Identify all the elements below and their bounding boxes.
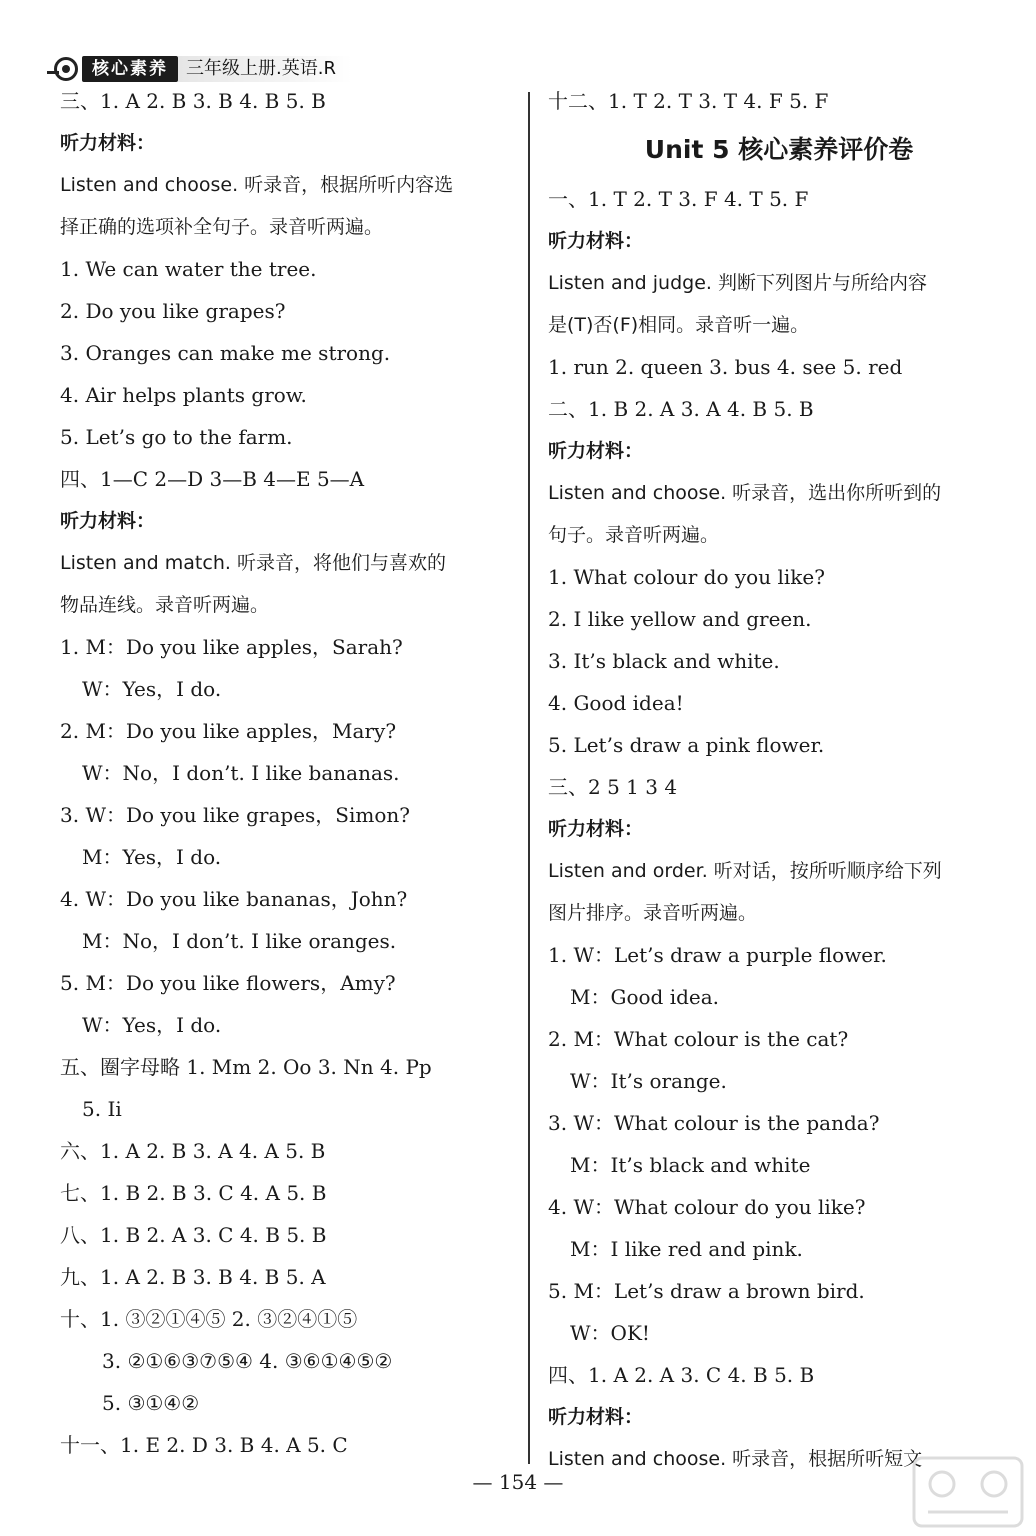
text-line: 4. W：Do you like bananas，John? <box>60 887 408 911</box>
text-line: 1. We can water the tree. <box>60 257 317 281</box>
text-line: 3. W：Do you like grapes，Simon? <box>60 803 411 827</box>
text-line: 4. W：What colour do you like? <box>548 1195 866 1219</box>
text-line: 十、1. ③②①④⑤ 2. ③②④①⑤ <box>60 1307 358 1331</box>
text-line: Listen and judge. 判断下列图片与所给内容 <box>548 272 927 294</box>
text-line: 听力材料： <box>548 1406 644 1428</box>
text-line: 5. ③①④② <box>102 1391 200 1415</box>
text-line: 1. What colour do you like? <box>548 565 825 589</box>
text-line: 4. Good idea! <box>548 691 684 715</box>
text-line: 3. It’s black and white. <box>548 649 780 673</box>
left-column <box>60 80 522 1466</box>
text-line: 1. run 2. queen 3. bus 4. see 5. red <box>548 355 903 379</box>
right-lines <box>548 178 1010 1480</box>
text-line: 听力材料： <box>60 510 156 532</box>
text-line: 2. I like yellow and green. <box>548 607 812 631</box>
text-line: 五、圈字母略 1. Mm 2. Oo 3. Nn 4. Pp <box>60 1055 432 1079</box>
text-line: 图片排序。录音听两遍。 <box>548 902 758 924</box>
text-line: Listen and choose. 听录音，根据所听短文 <box>548 1448 923 1470</box>
text-line: 2. M：Do you like apples，Mary? <box>60 719 397 743</box>
text-line: 物品连线。录音听两遍。 <box>60 594 270 616</box>
text-line: 听力材料： <box>548 230 644 252</box>
answer-line: 十二、1. T 2. T 3. T 4. F 5. F <box>548 89 829 113</box>
text-line: M：I like red and pink. <box>570 1237 803 1261</box>
text-line: 5. Let’s go to the farm. <box>60 425 293 449</box>
text-line: 5. M：Do you like flowers，Amy? <box>60 971 396 995</box>
text-line: 二、1. B 2. A 3. A 4. B 5. B <box>548 397 814 421</box>
text-line: W：Yes，I do. <box>82 1013 222 1037</box>
text-line: 是(T)否(F)相同。录音听一遍。 <box>548 314 810 336</box>
text-line: 2. Do you like grapes? <box>60 299 286 323</box>
text-line: W：No，I don’t. I like bananas. <box>82 761 400 785</box>
text-line: 十一、1. E 2. D 3. B 4. A 5. C <box>60 1433 348 1457</box>
text-line: 5. Let’s draw a pink flower. <box>548 733 825 757</box>
text-line: 一、1. T 2. T 3. F 4. T 5. F <box>548 187 809 211</box>
book-title: 三年级上册.英语.R <box>178 56 352 82</box>
text-line: W：It’s orange. <box>570 1069 727 1093</box>
text-line: Listen and choose. 听录音，选出你所听到的 <box>548 482 942 504</box>
text-line: 七、1. B 2. B 3. C 4. A 5. B <box>60 1181 327 1205</box>
text-line: 六、1. A 2. B 3. A 4. A 5. B <box>60 1139 326 1163</box>
text-line: 择正确的选项补全句子。录音听两遍。 <box>60 216 384 238</box>
unit-title: Unit 5 核心素养评价卷 <box>644 135 914 164</box>
text-line: 听力材料： <box>60 132 156 154</box>
text-line: 2. M：What colour is the cat? <box>548 1027 849 1051</box>
page-number: — 154 — <box>472 1470 564 1494</box>
text-line: 听力材料： <box>548 440 644 462</box>
text-line: Listen and choose. 听录音，根据所听内容选 <box>60 174 454 196</box>
text-line: M：Good idea. <box>570 985 720 1009</box>
text-line: W：OK! <box>570 1321 650 1345</box>
text-line: 八、1. B 2. A 3. C 4. B 5. B <box>60 1223 327 1247</box>
text-line: M：No，I don’t. I like oranges. <box>82 929 397 953</box>
text-line: Listen and match. 听录音，将他们与喜欢的 <box>60 552 446 574</box>
text-line: 3. W：What colour is the panda? <box>548 1111 880 1135</box>
text-line: M：It’s black and white <box>570 1153 811 1177</box>
text-line: 3. ②①⑥③⑦⑤④ 4. ③⑥①④⑤② <box>102 1349 393 1373</box>
right-column <box>548 80 1010 1480</box>
text-line: 四、1. A 2. A 3. C 4. B 5. B <box>548 1363 815 1387</box>
text-line: 1. W：Let’s draw a purple flower. <box>548 943 887 967</box>
text-line: 5. M：Let’s draw a brown bird. <box>548 1279 865 1303</box>
column-divider <box>528 92 530 1464</box>
brand-label: 核心素养 <box>82 56 178 82</box>
text-line: 3. Oranges can make me strong. <box>60 341 391 365</box>
text-line: W：Yes，I do. <box>82 677 222 701</box>
text-line: 三、2 5 1 3 4 <box>548 775 678 799</box>
watermark-icon <box>908 1452 1028 1532</box>
text-line: 四、1—C 2—D 3—B 4—E 5—A <box>60 467 365 491</box>
logo-icon <box>54 57 78 81</box>
text-line: M：Yes，I do. <box>82 845 222 869</box>
text-line: 听力材料： <box>548 818 644 840</box>
text-line: Listen and order. 听对话，按所听顺序给下列 <box>548 860 942 882</box>
text-line: 1. M：Do you like apples，Sarah? <box>60 635 403 659</box>
text-line: 4. Air helps plants grow. <box>60 383 307 407</box>
text-line: 九、1. A 2. B 3. B 4. B 5. A <box>60 1265 326 1289</box>
text-line: 三、1. A 2. B 3. B 4. B 5. B <box>60 89 326 113</box>
text-line: 句子。录音听两遍。 <box>548 524 720 546</box>
text-line: 5. Ii <box>82 1097 122 1121</box>
